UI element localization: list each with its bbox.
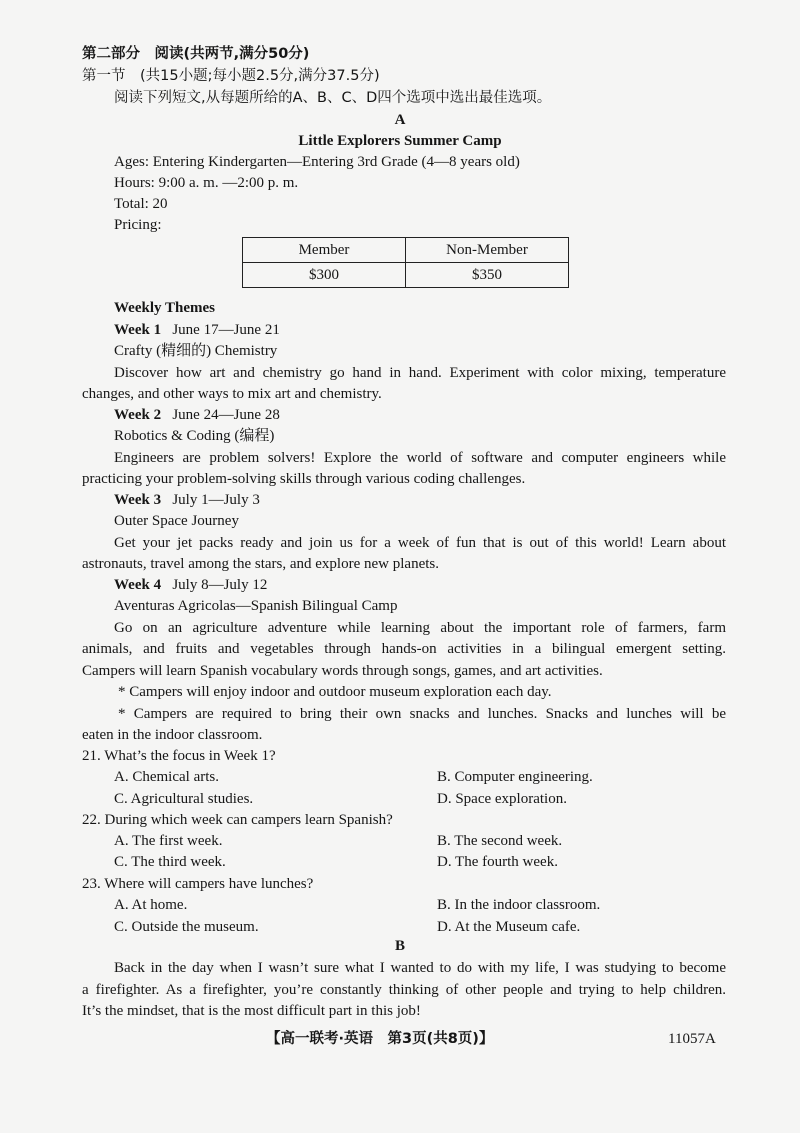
week-2-theme: Robotics & Coding (编程) bbox=[114, 428, 275, 444]
week-4-dates: July 8—July 12 bbox=[172, 577, 268, 593]
week-2-desc-line: Engineers are problem solvers! Explore the world of software and computer engineers while bbox=[114, 450, 726, 466]
pricing-table bbox=[242, 237, 569, 288]
week-1-label: Week 1 bbox=[114, 322, 162, 338]
exam-code: 11057A bbox=[668, 1031, 716, 1047]
passage-b-line: a firefighter. As a firefighter, you’re constantly thinking of other people and trying to help children. bbox=[82, 982, 726, 998]
question-23-stem: 23. Where will campers have lunches? bbox=[82, 876, 314, 892]
week-1-desc-line: changes, and other ways to mix art and chemistry. bbox=[82, 386, 382, 402]
pricing-value-row bbox=[243, 263, 569, 288]
week-4-desc-line: Go on an agriculture adventure while learning about the important role of farmers, farm bbox=[114, 620, 726, 636]
passage-b-line: It’s the mindset, that is the most difficult part in this job! bbox=[82, 1003, 421, 1019]
week-4-header bbox=[114, 575, 267, 596]
camp-total: Total: 20 bbox=[114, 196, 168, 212]
question-23-option-a: A. At home. bbox=[114, 897, 188, 913]
week-1-dates: June 17—June 21 bbox=[172, 322, 280, 338]
question-22-stem: 22. During which week can campers learn Spanish? bbox=[82, 812, 393, 828]
week-3-label: Week 3 bbox=[114, 492, 162, 508]
question-21-option-b: B. Computer engineering. bbox=[437, 769, 593, 785]
week-1-header bbox=[114, 320, 280, 341]
week-1-desc-line: Discover how art and chemistry go hand in hand. Experiment with color mixing, temperature bbox=[114, 365, 726, 381]
part-heading: 第二部分 阅读(共两节,满分50分) bbox=[82, 46, 310, 62]
question-22-option-d: D. The fourth week. bbox=[437, 854, 558, 870]
week-1-theme: Crafty (精细的) Chemistry bbox=[114, 343, 278, 359]
section-heading: 第一节 (共15小题;每小题2.5分,满分37.5分) bbox=[82, 68, 380, 84]
page-footer-label: 【高一联考·英语 第3页(共8页)】 bbox=[266, 1031, 494, 1047]
camp-note: * Campers will enjoy indoor and outdoor museum exploration each day. bbox=[118, 684, 552, 700]
question-21-option-c: C. Agricultural studies. bbox=[114, 791, 254, 807]
passage-b-letter: B bbox=[394, 938, 405, 954]
pricing-value-non-member: $350 bbox=[406, 263, 569, 288]
week-3-dates: July 1—July 3 bbox=[172, 492, 260, 508]
week-2-desc-line: practicing your problem-solving skills through various coding challenges. bbox=[82, 471, 526, 487]
camp-pricing-label: Pricing: bbox=[114, 217, 162, 233]
week-3-header bbox=[114, 490, 260, 511]
pricing-header-row bbox=[243, 238, 569, 263]
question-22-option-a: A. The first week. bbox=[114, 833, 223, 849]
camp-note: eaten in the indoor classroom. bbox=[82, 727, 263, 743]
passage-a-title: Little Explorers Summer Camp bbox=[298, 133, 502, 149]
pricing-value-member: $300 bbox=[243, 263, 406, 288]
week-2-dates: June 24—June 28 bbox=[172, 407, 280, 423]
week-3-desc-line: Get your jet packs ready and join us for a week of fun that is out of this world! Learn about bbox=[114, 535, 726, 551]
passage-b-line: Back in the day when I wasn’t sure what I wanted to do with my life, I was studying to become bbox=[114, 960, 726, 976]
instruction: 阅读下列短文,从每题所给的A、B、C、D四个选项中选出最佳选项。 bbox=[114, 90, 552, 106]
question-21-option-a: A. Chemical arts. bbox=[114, 769, 219, 785]
question-23-option-b: B. In the indoor classroom. bbox=[437, 897, 601, 913]
week-2-label: Week 2 bbox=[114, 407, 162, 423]
question-21-option-d: D. Space exploration. bbox=[437, 791, 567, 807]
week-4-desc-line: Campers will learn Spanish vocabulary words through songs, games, and art activities. bbox=[82, 663, 603, 679]
week-3-desc-line: astronauts, travel among the stars, and explore new planets. bbox=[82, 556, 439, 572]
passage-a-letter: A bbox=[394, 112, 406, 128]
week-4-label: Week 4 bbox=[114, 577, 162, 593]
week-4-desc-line: animals, and fruits and vegetables through hands-on activities in a bilingual emergent setting. bbox=[82, 641, 726, 657]
question-22-option-b: B. The second week. bbox=[437, 833, 563, 849]
week-3-theme: Outer Space Journey bbox=[114, 513, 239, 529]
week-4-theme: Aventuras Agricolas—Spanish Bilingual Camp bbox=[114, 598, 398, 614]
camp-note: * Campers are required to bring their own snacks and lunches. Snacks and lunches will be bbox=[118, 706, 726, 722]
question-23-option-d: D. At the Museum cafe. bbox=[437, 919, 581, 935]
weekly-themes-heading: Weekly Themes bbox=[114, 300, 215, 316]
pricing-header-non-member: Non-Member bbox=[406, 238, 569, 263]
week-2-header bbox=[114, 405, 280, 426]
question-22-option-c: C. The third week. bbox=[114, 854, 226, 870]
pricing-header-member: Member bbox=[243, 238, 406, 263]
camp-hours: Hours: 9:00 a. m. —2:00 p. m. bbox=[114, 175, 299, 191]
camp-ages: Ages: Entering Kindergarten—Entering 3rd Grade (4—8 years old) bbox=[114, 154, 520, 170]
question-23-option-c: C. Outside the museum. bbox=[114, 919, 259, 935]
question-21-stem: 21. What’s the focus in Week 1? bbox=[82, 748, 276, 764]
